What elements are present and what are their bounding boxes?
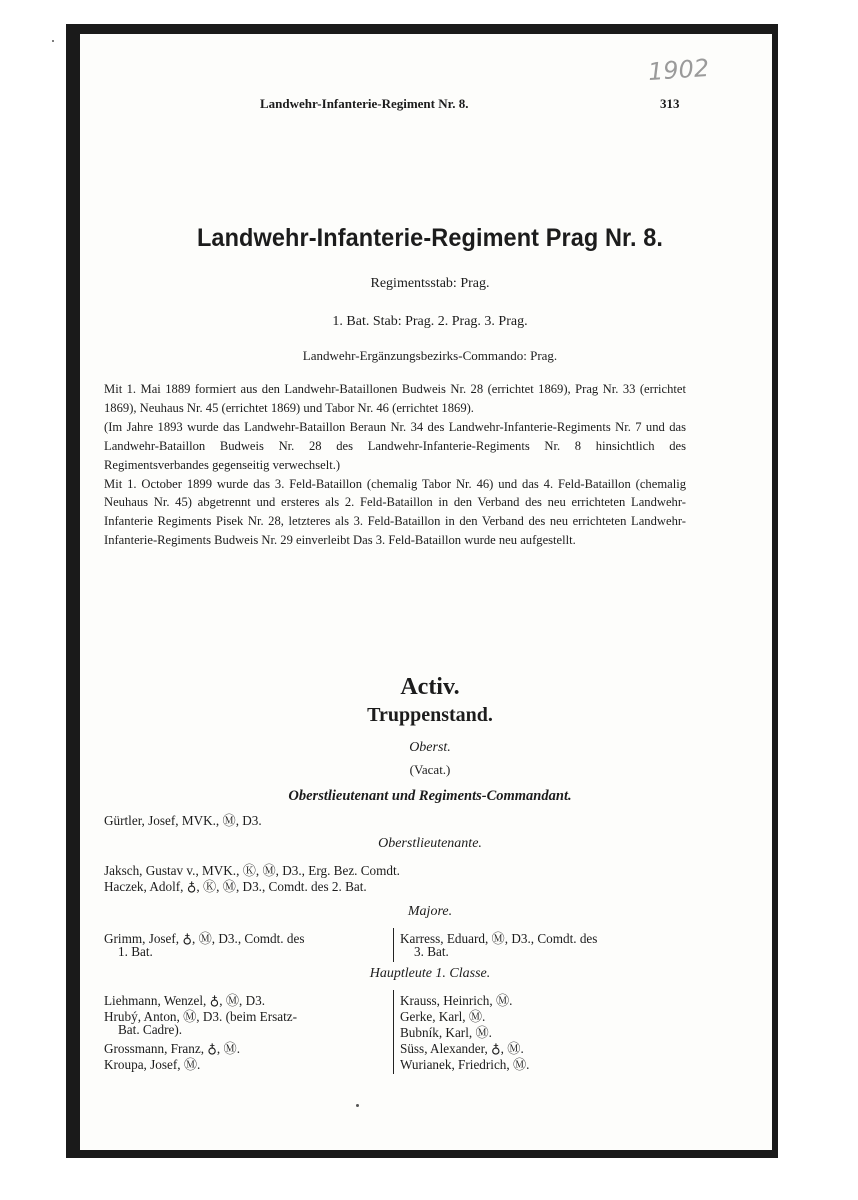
entry-gerke: Gerke, Karl, Ⓜ. [400, 1009, 486, 1024]
entry-grimm: Grimm, Josef, ♁, Ⓜ, D3., Comdt. des [104, 931, 305, 946]
regiment-title: Landwehr-Infanterie-Regiment Prag Nr. 8. [196, 224, 664, 252]
entry-hruby-cont: Bat. Cadre). [118, 1022, 183, 1037]
regiment-history [104, 380, 686, 550]
entry-jaksch: Jaksch, Gustav v., MVK., Ⓚ, Ⓜ, D3., Erg. Bez. Comdt. [104, 863, 400, 878]
pencil-year-note: 1902 [647, 53, 710, 87]
column-divider [393, 990, 394, 1074]
scan-speck [52, 40, 54, 42]
entry-wurianek: Wurianek, Friedrich, Ⓜ. [400, 1057, 530, 1072]
bataillone-line: 1. Bat. Stab: Prag. 2. Prag. 3. Prag. [332, 314, 528, 329]
history-paragraph: Mit 1. October 1899 wurde das 3. Feld-Bataillon (chemalig Tabor Nr. 46) und das 4. Feld-Bataillon (chemalig Neuhaus Nr. 45) abgetrennt und ersteres als 2. Feld-Bataillon in den Verband des neu errichteten Landwehr-Infanterie Regiments Pisek Nr. 28, letzteres als 3. Feld-Bataillon in den Verband des neu errichteten Landwehr-Infanterie-Regiments Budweis Nr. 29 einverleibt Das 3. Feld-Bataillon wurde neu aufgestellt. [104, 476, 686, 548]
entry-kroupa: Kroupa, Josef, Ⓜ. [104, 1057, 201, 1072]
entry-karress: Karress, Eduard, Ⓜ, D3., Comdt. des [400, 931, 598, 946]
rank-heading-oberstlts: Oberstlieutenante. [378, 836, 482, 851]
section-truppenstand: Truppenstand. [367, 704, 493, 726]
entry-krauss: Krauss, Heinrich, Ⓜ. [400, 993, 513, 1008]
entry-hruby: Hrubý, Anton, Ⓜ, D3. (beim Ersatz- [104, 1009, 298, 1024]
page-number: 313 [660, 96, 680, 111]
rank-heading-oberst: Oberst. [409, 740, 451, 755]
entry-guertler: Gürtler, Josef, MVK., Ⓜ, D3. [104, 813, 262, 828]
ergaenzung-line: Landwehr-Ergänzungsbezirks-Commando: Prag. [302, 348, 558, 363]
entry-haczek: Haczek, Adolf, ♁, Ⓚ, Ⓜ, D3., Comdt. des 2. Bat. [104, 879, 367, 894]
regimentsstab-line: Regimentsstab: Prag. [370, 276, 490, 291]
rank-heading-hauptleute: Hauptleute 1. Classe. [369, 966, 491, 981]
entry-karress-cont: 3. Bat. [414, 944, 449, 959]
rank-heading-oberstlt-cmdt: Oberstlieutenant und Regiments-Commandant. [288, 788, 572, 804]
rank-heading-majore: Majore. [407, 904, 453, 919]
entry-suess: Süss, Alexander, ♁, Ⓜ. [400, 1041, 524, 1056]
column-divider [393, 928, 394, 962]
entry-liehmann: Liehmann, Wenzel, ♁, Ⓜ, D3. [104, 993, 266, 1008]
history-paragraph: Mit 1. Mai 1889 formiert aus den Landwehr-Bataillonen Budweis Nr. 28 (errichtet 1869), Prag Nr. 33 (errichtet 1869), Neuhaus Nr. 45 (errichtet 1869) und Tabor Nr. 46 (errichtet 1869). [104, 382, 686, 415]
page-sheet [80, 34, 772, 1150]
section-activ: Activ. [400, 674, 460, 700]
entry-bubnik: Bubník, Karl, Ⓜ. [400, 1025, 492, 1040]
running-head: Landwehr-Infanterie-Regiment Nr. 8. [260, 96, 469, 111]
entry-grimm-cont: 1. Bat. [118, 944, 153, 959]
entry-grossmann: Grossmann, Franz, ♁, Ⓜ. [104, 1041, 241, 1056]
scan-speck [356, 1104, 359, 1107]
history-paragraph: (Im Jahre 1893 wurde das Landwehr-Bataillon Beraun Nr. 34 des Landwehr-Infanterie-Regiments Nr. 7 und das Landwehr-Bataillon Budweis Nr. 28 des Landwehr-Infanterie-Regiments Nr. 8 hinsichtlich des Regimentsverbandes gegenseitig verwechselt.) [104, 419, 686, 472]
oberst-vacat: (Vacat.) [409, 762, 451, 777]
